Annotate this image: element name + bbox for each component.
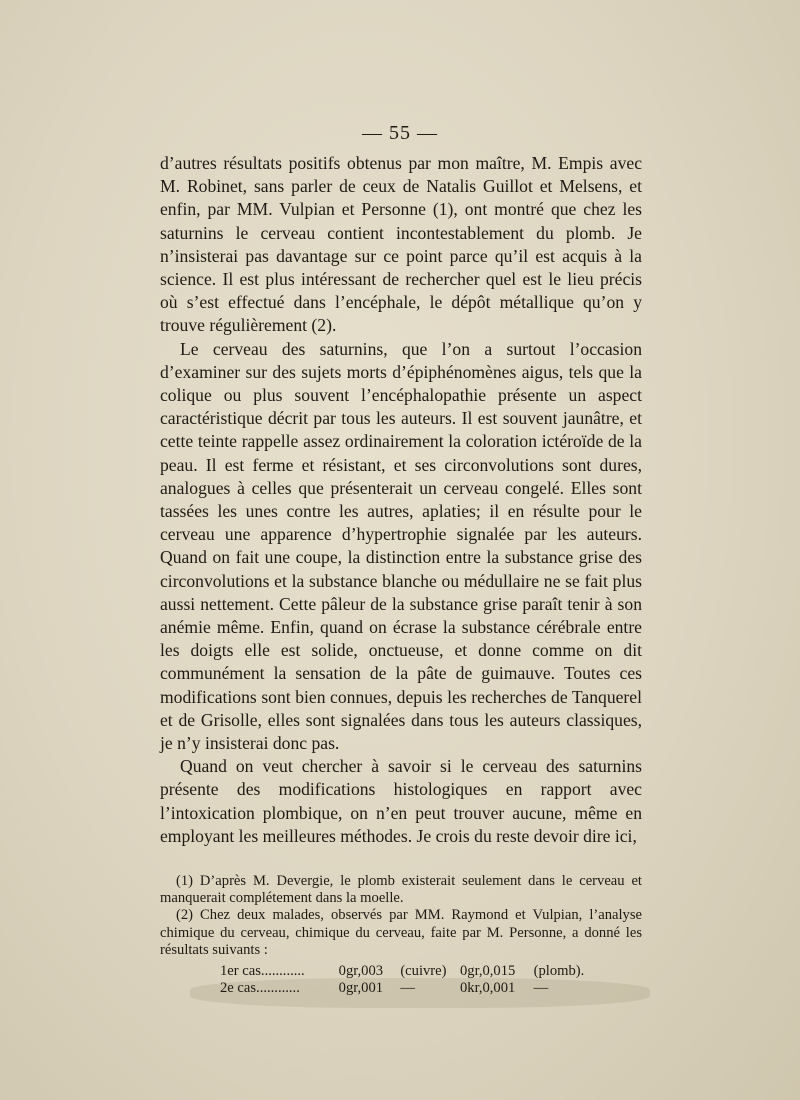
- paragraph-2: Le cerveau des saturnins, que l’on a surtout l’occasion d’examiner sur des sujets morts d’épiphénomènes aigus, tels que la colique ou plus souvent l’encéphalopathie présente un aspect caractéristique décrit par tous les auteurs. Il est souvent jaunâtre, et cette teinte rappelle assez ordinairement la coloration ictéroïde de la peau. Il est ferme et résistant, et ses circonvolutions sont dures, analogues à celles que présenterait un cerveau congelé. Elles sont tassées les unes contre les autres, aplaties; il en résulte pour le cerveau une apparence d’hypertrophie signalée par les auteurs. Quand on fait une coupe, la distinction entre la substance grise des circonvolutions et la substance blanche ou médullaire ne se fait plus aussi nettement. Cette pâleur de la substance grise paraît tenir à son anémie même. Enfin, quand on écrase la substance cérébrale entre les doigts elle est solide, onctueuse, et donne comme on dit communément la sensation de la pâte de guimauve. Toutes ces modifications sont bien connues, depuis les recherches de Tanquerel et de Grisolle, elles sont signalées dans tous les auteurs classiques, je n’y insisterai donc pas.: [160, 338, 642, 754]
- case-label: 1er cas............: [220, 963, 305, 980]
- lead-value: 0kr,0,001: [459, 980, 516, 997]
- paragraph-3: Quand on veut chercher à savoir si le cerveau des saturnins présente des modifications histologiques en rapport avec l’intoxication plombique, on n’en peut trouver aucune, même en employant les meilleures méthodes. Je crois du reste devoir dire ici,: [160, 756, 642, 846]
- results-table: [160, 963, 642, 997]
- paragraph-1: d’autres résultats positifs obtenus par mon maître, M. Empis avec M. Robinet, sans parler de ceux de Natalis Guillot et Melsens, et enfin, par MM. Vulpian et Personne (1), ont montré que chez les saturnins le cerveau contient incontestablement du plomb. Je n’insisterai pas davantage sur ce point parce qu’il est acquis à la science. Il est plus intéressant de rechercher quel est le lieu précis où s’est effectué dans l’encéphale, le dépôt métallique qu’on y trouve régulièrement (2).: [160, 153, 642, 336]
- footnote-1: (1) D’après M. Devergie, le plomb existerait seulement dans le cerveau et manquerait complétement dans la moelle.: [160, 873, 642, 907]
- lead-label: —: [533, 980, 549, 997]
- results-row-1: [160, 963, 642, 980]
- copper-label: —: [400, 980, 415, 997]
- page-number: — 55 —: [362, 122, 438, 144]
- lead-value: 0gr,0,015: [459, 963, 516, 980]
- lead-label: (plomb).: [533, 963, 585, 980]
- footnotes: [160, 873, 642, 997]
- results-row-2: [160, 980, 642, 997]
- copper-value: 0gr,001: [338, 980, 384, 997]
- body-text: [160, 152, 642, 848]
- footnote-2: (2) Chez deux malades, observés par MM. Raymond et Vulpian, l’analyse chimique du cerveau, chimique du cerveau, faite par M. Personne, a donné les résultats suivants :: [160, 907, 642, 958]
- case-label: 2e cas............: [220, 980, 300, 997]
- copper-value: 0gr,003: [338, 963, 384, 980]
- copper-label: (cuivre): [400, 963, 447, 980]
